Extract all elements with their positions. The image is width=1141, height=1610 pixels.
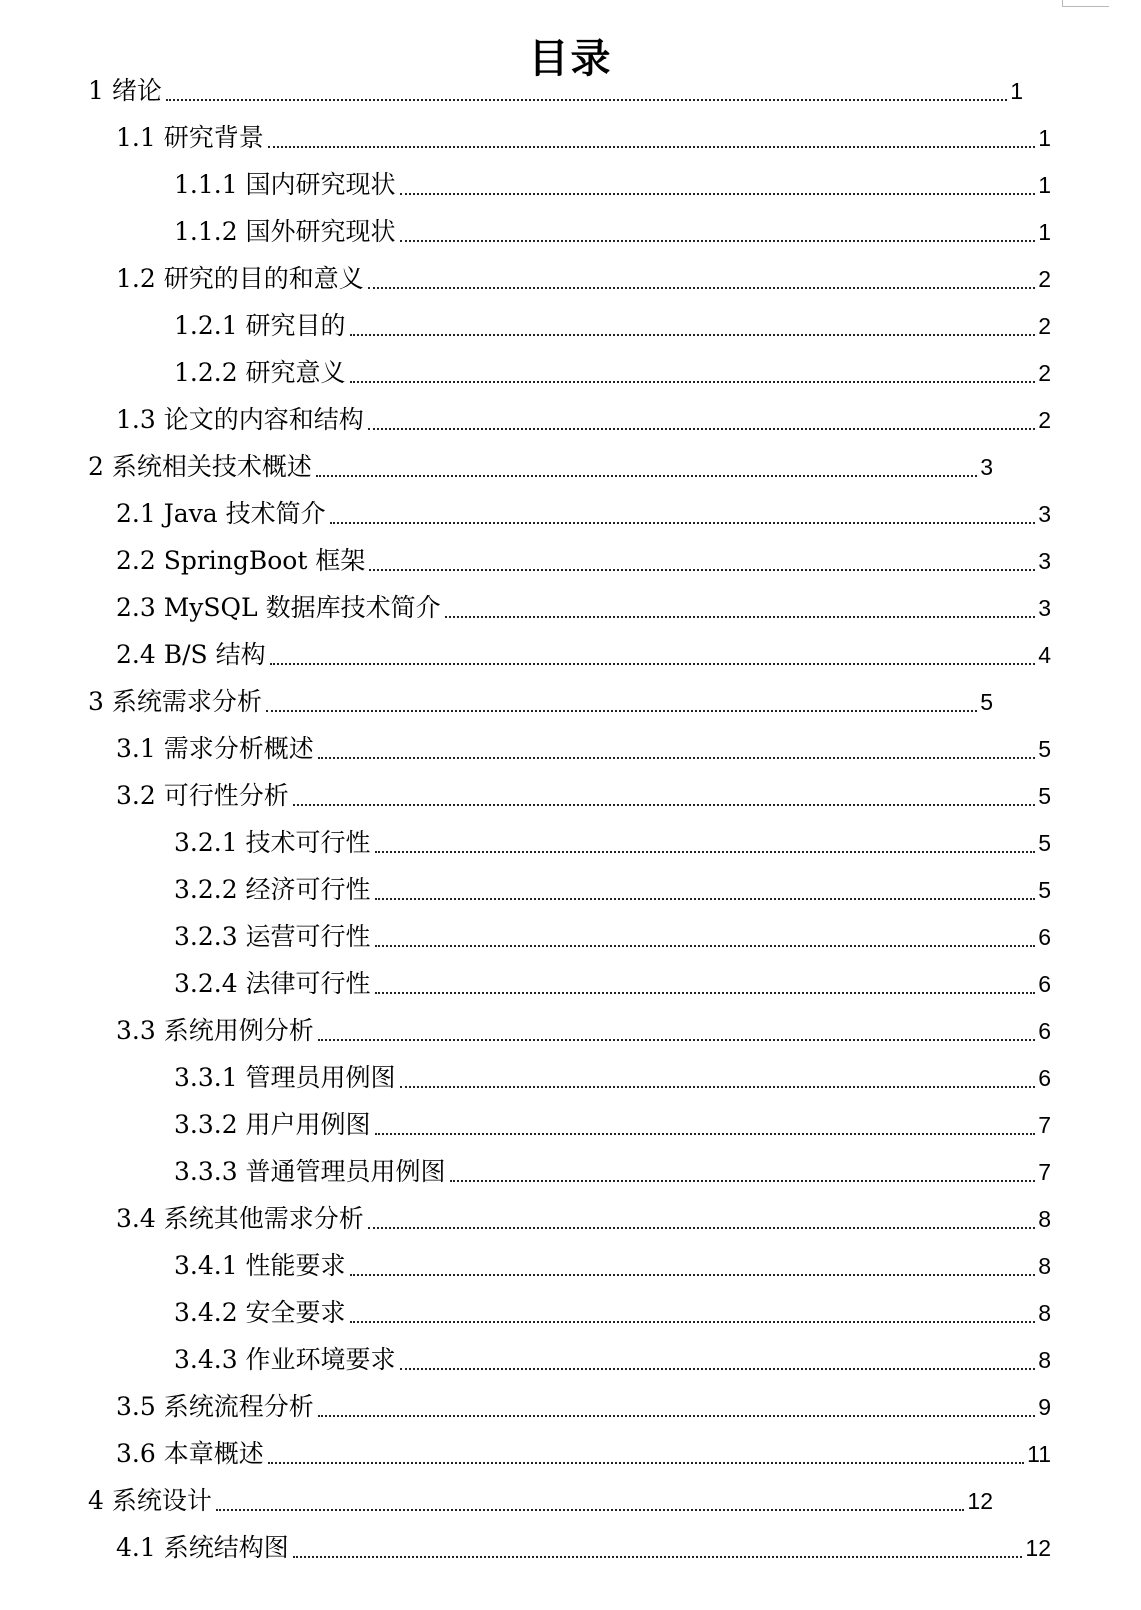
toc-entry-title: 3.4.1 性能要求 <box>174 1251 346 1280</box>
toc-entry[interactable] <box>174 203 1051 251</box>
toc-page-number: 2 <box>1038 360 1051 386</box>
toc-page-number: 1 <box>1038 172 1051 198</box>
toc-page-number: 8 <box>1038 1253 1051 1279</box>
toc-page-number: 7 <box>1038 1159 1051 1185</box>
toc-entry-title: 3.2 可行性分析 <box>116 781 289 810</box>
toc-leader-dots <box>293 803 1035 806</box>
toc-entry[interactable] <box>174 156 1051 204</box>
toc-entry-title: 3.6 本章概述 <box>116 1439 264 1468</box>
toc-page-number: 3 <box>1038 501 1051 527</box>
toc-entry-title: 3.3.3 普通管理员用例图 <box>174 1157 446 1186</box>
toc-page-number: 3 <box>1038 595 1051 621</box>
toc-entry[interactable] <box>174 861 1051 909</box>
toc-entry-title: 3.3 系统用例分析 <box>116 1016 314 1045</box>
toc-entry-title: 1.1 研究背景 <box>116 123 264 152</box>
toc-leader-dots <box>350 1320 1036 1323</box>
toc-entry[interactable] <box>174 344 1051 392</box>
toc-entry[interactable] <box>88 62 1023 110</box>
toc-entry[interactable] <box>116 1002 1051 1050</box>
toc-page-number: 3 <box>980 454 993 480</box>
toc-leader-dots <box>400 1085 1036 1088</box>
toc-entry-title: 3.2.4 法律可行性 <box>174 969 371 998</box>
toc-leader-dots <box>368 427 1035 430</box>
toc-entry[interactable] <box>174 955 1051 1003</box>
toc-leader-dots <box>350 333 1036 336</box>
toc-page-number: 12 <box>1025 1535 1051 1561</box>
toc-leader-dots <box>318 756 1035 759</box>
toc-page-number: 6 <box>1038 924 1051 950</box>
toc-page-number: 5 <box>1038 736 1051 762</box>
toc-entry-title: 1.2 研究的目的和意义 <box>116 264 364 293</box>
toc-leader-dots <box>375 1132 1036 1135</box>
toc-entry-title: 3 系统需求分析 <box>88 687 262 716</box>
toc-leader-dots <box>445 615 1036 618</box>
toc-page-number: 2 <box>1038 313 1051 339</box>
toc-entry[interactable] <box>88 673 993 721</box>
toc-leader-dots <box>375 944 1036 947</box>
toc-entry[interactable] <box>116 250 1051 298</box>
toc-entry[interactable] <box>116 1425 1051 1473</box>
toc-leader-dots <box>268 1461 1024 1464</box>
toc-page-number: 5 <box>1038 830 1051 856</box>
toc-entry-title: 3.1 需求分析概述 <box>116 734 314 763</box>
toc-entry[interactable] <box>116 1519 1051 1567</box>
toc-leader-dots <box>400 192 1036 195</box>
toc-entry-title: 3.2.2 经济可行性 <box>174 875 371 904</box>
toc-entry[interactable] <box>174 1049 1051 1097</box>
toc-page-number: 9 <box>1038 1394 1051 1420</box>
toc-entry[interactable] <box>116 485 1051 533</box>
toc-entry[interactable] <box>174 814 1051 862</box>
toc-page-number: 8 <box>1038 1347 1051 1373</box>
toc-leader-dots <box>368 286 1035 289</box>
toc-entry-title: 4.1 系统结构图 <box>116 1533 289 1562</box>
page-title: 目录 <box>528 35 613 82</box>
toc-entry[interactable] <box>174 1331 1051 1379</box>
toc-entry[interactable] <box>116 1190 1051 1238</box>
toc-entry[interactable] <box>88 438 993 486</box>
toc-leader-dots <box>266 709 977 712</box>
toc-page-number: 2 <box>1038 266 1051 292</box>
page-corner-mark <box>1062 0 1109 7</box>
toc-entry[interactable] <box>116 720 1051 768</box>
toc-entry-title: 3.4 系统其他需求分析 <box>116 1204 364 1233</box>
toc-entry[interactable] <box>116 391 1051 439</box>
toc-entry-title: 1.2.1 研究目的 <box>174 311 346 340</box>
toc-entry-title: 4 系统设计 <box>88 1486 212 1515</box>
toc-entry-title: 2 系统相关技术概述 <box>88 452 312 481</box>
toc-page-number: 5 <box>1038 783 1051 809</box>
toc-page-number: 7 <box>1038 1112 1051 1138</box>
toc-leader-dots <box>316 474 977 477</box>
toc-leader-dots <box>368 1226 1035 1229</box>
toc-page-number: 12 <box>967 1488 993 1514</box>
toc-entry[interactable] <box>174 1284 1051 1332</box>
toc-page-number: 3 <box>1038 548 1051 574</box>
toc-entry[interactable] <box>116 532 1051 580</box>
toc-entry[interactable] <box>116 109 1051 157</box>
toc-entry-title: 2.3 MySQL 数据库技术简介 <box>116 593 441 622</box>
toc-entry-title: 3.3.1 管理员用例图 <box>174 1063 396 1092</box>
toc-entry[interactable] <box>116 579 1051 627</box>
toc-entry-title: 3.2.3 运营可行性 <box>174 922 371 951</box>
toc-leader-dots <box>400 1367 1036 1370</box>
toc-leader-dots <box>369 568 1035 571</box>
toc-page-number: 6 <box>1038 1018 1051 1044</box>
toc-entry-title: 3.2.1 技术可行性 <box>174 828 371 857</box>
toc-entry[interactable] <box>174 908 1051 956</box>
toc-entry[interactable] <box>88 1472 993 1520</box>
toc-leader-dots <box>270 662 1036 665</box>
toc-entry-title: 3.4.3 作业环境要求 <box>174 1345 396 1374</box>
toc-page-number: 8 <box>1038 1206 1051 1232</box>
toc-page-number: 11 <box>1027 1441 1051 1467</box>
toc-leader-dots <box>318 1414 1035 1417</box>
toc-leader-dots <box>375 991 1036 994</box>
toc-entry-title: 2.2 SpringBoot 框架 <box>116 546 366 575</box>
toc-entry-title: 1.2.2 研究意义 <box>174 358 346 387</box>
toc-leader-dots <box>350 380 1036 383</box>
toc-entry[interactable] <box>116 767 1051 815</box>
toc-page-number: 8 <box>1038 1300 1051 1326</box>
toc-leader-dots <box>216 1508 965 1511</box>
toc-page-number: 1 <box>1038 219 1051 245</box>
toc-entry[interactable] <box>116 626 1051 674</box>
toc-entry-title: 1.3 论文的内容和结构 <box>116 405 364 434</box>
toc-page-number: 4 <box>1038 642 1051 668</box>
toc-page-number: 5 <box>980 689 993 715</box>
toc-leader-dots <box>318 1038 1035 1041</box>
toc-leader-dots <box>350 1273 1036 1276</box>
toc-page-number: 5 <box>1038 877 1051 903</box>
toc-entry-title: 2.4 B/S 结构 <box>116 640 266 669</box>
toc-leader-dots <box>293 1555 1023 1558</box>
toc-leader-dots <box>375 897 1036 900</box>
toc-entry[interactable] <box>174 297 1051 345</box>
toc-page-number: 6 <box>1038 971 1051 997</box>
toc-leader-dots <box>375 850 1036 853</box>
toc-page-number: 2 <box>1038 407 1051 433</box>
toc-entry-title: 2.1 Java 技术简介 <box>116 499 326 528</box>
toc-leader-dots <box>330 521 1036 524</box>
toc-entry[interactable] <box>116 1378 1051 1426</box>
toc-leader-dots <box>166 98 1007 101</box>
toc-leader-dots <box>268 145 1035 148</box>
toc-entry-title: 3.4.2 安全要求 <box>174 1298 346 1327</box>
toc-entry[interactable] <box>174 1096 1051 1144</box>
toc-leader-dots <box>450 1179 1036 1182</box>
toc-entry-title: 3.5 系统流程分析 <box>116 1392 314 1421</box>
toc-entry[interactable] <box>174 1237 1051 1285</box>
toc-page-number: 1 <box>1010 78 1023 104</box>
toc-entry-title: 3.3.2 用户用例图 <box>174 1110 371 1139</box>
toc-entry-title: 1.1.2 国外研究现状 <box>174 217 396 246</box>
toc-entry-title: 1 绪论 <box>88 76 162 105</box>
toc-leader-dots <box>400 239 1036 242</box>
toc-entry[interactable] <box>174 1143 1051 1191</box>
toc-page-number: 1 <box>1038 125 1051 151</box>
toc-page-number: 6 <box>1038 1065 1051 1091</box>
toc-entry-title: 1.1.1 国内研究现状 <box>174 170 396 199</box>
